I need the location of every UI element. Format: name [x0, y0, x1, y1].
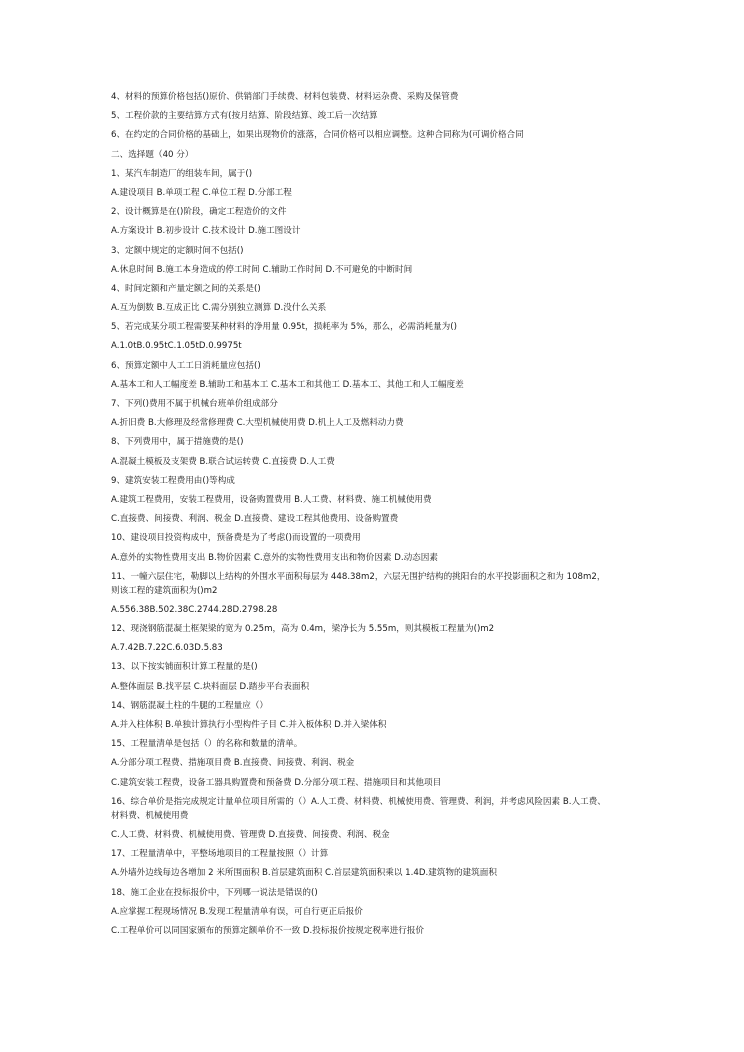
line-gap	[111, 789, 671, 797]
line-gap	[111, 468, 671, 476]
line-gap	[111, 141, 671, 149]
text-line: 16、综合单价是指完成规定计量单位项目所需的（）A.人工费、材料费、机械使用费、管理费、利润，并考虑风险因素 B.人工费、	[111, 796, 606, 807]
line-gap	[111, 161, 671, 169]
line-gap	[111, 333, 671, 341]
text-line: A.方案设计 B.初步设计 C.技术设计 D.施工图设计	[111, 226, 301, 237]
text-line: A.意外的实物性费用支出 B.物价因素 C.意外的实物性费用支出和物价因素 D.动态因素	[111, 552, 438, 563]
line-gap	[111, 879, 671, 887]
text-line: A.休息时间 B.施工本身造成的停工时间 C.辅助工作时间 D.不可避免的中断时间	[111, 264, 413, 275]
text-line: A.建筑工程费用，安装工程费用，设备购置费用 B.人工费、材料费、施工机械使用费	[111, 494, 432, 505]
line-gap	[111, 918, 671, 926]
text-line: C.工程单价可以同国家颁布的预算定额单价不一致 D.投标报价按规定税率进行报价	[111, 925, 425, 936]
line-gap	[111, 487, 671, 495]
line-gap	[111, 352, 671, 360]
text-line: 4、时间定额和产量定额之间的关系是()	[111, 283, 261, 294]
line-gap	[111, 410, 671, 418]
text-line: 8、下列费用中，属于措施费的是()	[111, 437, 244, 448]
text-line: A.混凝土模板及支架费 B.联合试运转费 C.直接费 D.人工费	[111, 456, 335, 467]
line-gap	[111, 237, 671, 245]
text-line: A.互为倒数 B.互成正比 C.需分别独立测算 D.没什么关系	[111, 303, 327, 314]
text-line: A.建设项目 B.单项工程 C.单位工程 D.分部工程	[111, 187, 292, 198]
text-line: A.外墙外边线每边各增加 2 米所围面积 B.首层建筑面积 C.首层建筑面积乘以 1.4D.建筑物的建筑面积	[111, 868, 497, 879]
text-line: 9、建筑安装工程费用由()等构成	[111, 475, 235, 486]
text-line: 则该工程的建筑面积为()m2	[111, 585, 218, 596]
text-line: C.直接费、间接费、利润、税金 D.直接费、建设工程其他费用、设备购置费	[111, 514, 399, 525]
text-line: 材料费、机械使用费	[111, 810, 189, 821]
line-gap	[111, 673, 671, 681]
text-line: A.并入柱体积 B.单独计算执行小型构件子目 C.并入板体积 D.并入梁体积	[111, 720, 387, 730]
text-line: 1、某汽车制造厂的组装车间，属于()	[111, 168, 253, 179]
line-gap	[111, 899, 671, 907]
line-gap	[111, 544, 671, 552]
text-line: 5、工程价款的主要结算方式有(按月结算、阶段结算、竣工后一次结算	[111, 111, 378, 122]
text-line: A.基本工和人工幅度差 B.辅助工和基本工 C.基本工和其他工 D.基本工、其他工和人工幅度差	[111, 379, 464, 390]
text-line: 7、下列()费用不属于机械台班单价组成部分	[111, 399, 278, 409]
line-gap	[111, 841, 671, 849]
line-gap	[111, 448, 671, 456]
line-gap	[111, 564, 671, 572]
line-gap	[111, 712, 671, 720]
line-gap	[111, 180, 671, 188]
line-gap	[111, 199, 671, 207]
text-line: 15、工程量清单是包括（）的名称和数量的清单。	[111, 739, 303, 750]
line-gap	[111, 822, 671, 830]
line-gap	[111, 506, 671, 514]
line-gap	[111, 597, 671, 605]
text-line: A.556.38B.502.38C.2744.28D.2798.28	[111, 604, 278, 615]
line-gap	[111, 391, 671, 399]
document-body	[111, 92, 671, 937]
line-gap	[111, 616, 671, 624]
text-line: 18、施工企业在投标报价中，下列哪一说法是错误的()	[111, 887, 318, 898]
text-line: 17、工程量清单中，平整场地项目的工程量按照（）计算	[111, 849, 329, 860]
text-line: A.分部分项工程费、措施项目费 B.直接费、间接费、利润、税金	[111, 758, 355, 769]
text-line: 二、选择题（40 分）	[111, 149, 194, 160]
text-line: 4、材料的预算价格包括()原价、供销部门手续费、材料包装费、材料运杂费、采购及保管费	[111, 92, 459, 102]
line-gap	[111, 635, 671, 643]
text-line: 13、以下按实铺面积计算工程量的是()	[111, 662, 258, 673]
text-line: A.7.42B.7.22C.6.03D.5.83	[111, 643, 223, 654]
line-gap	[111, 769, 671, 777]
text-line: 2、设计概算是在()阶段，确定工程造价的文件	[111, 207, 287, 218]
text-line: 11、一幢六层住宅，勒脚以上结构的外围水平面积每层为 448.38m2，六层无围护结构的挑阳台的水平投影面积之和为 108m2，	[111, 571, 606, 582]
line-gap	[111, 731, 671, 739]
text-line: 5、若完成某分项工程需要某种材料的净用量 0.95t，损耗率为 5%，那么，必需消耗量为()	[111, 322, 457, 333]
line-gap	[111, 372, 671, 380]
text-line: A.1.0tB.0.95tC.1.05tD.0.9975t	[111, 341, 242, 352]
text-line: 10、建设项目投资构成中，预备费是为了考虑()而设置的一项费用	[111, 533, 361, 544]
text-line: 14、钢筋混凝土柱的牛腿的工程量应（）	[111, 700, 269, 711]
text-line: C.人工费、材料费、机械使用费、管理费 D.直接费、间接费、利润、税金	[111, 829, 390, 840]
text-line: 6、在约定的合同价格的基础上，如果出现物价的涨落，合同价格可以相应调整。这种合同称为(可调价格合同	[111, 130, 524, 141]
text-line: A.折旧费 B.大修理及经常修理费 C.大型机械使用费 D.机上人工及燃料动力费	[111, 418, 404, 429]
text-line: 6、预算定额中人工工日消耗量应包括()	[111, 360, 261, 371]
text-line: 3、定额中规定的定额时间不包括()	[111, 245, 244, 256]
text-line: A.整体面层 B.找平层 C.块料面层 D.踏步平台表面积	[111, 681, 310, 692]
text-line: 12、现浇钢筋混凝土框架梁的宽为 0.25m，高为 0.4m，梁净长为 5.55m，则其模板工程量为()m2	[111, 624, 495, 635]
line-gap	[111, 257, 671, 265]
text-line: A.应掌握工程现场情况 B.发现工程量清单有误，可自行更正后报价	[111, 906, 363, 917]
text-line: C.建筑安装工程费，设备工器具购置费和预备费 D.分部分项工程、措施项目和其他项目	[111, 777, 442, 788]
line-gap	[111, 693, 671, 701]
line-gap	[111, 295, 671, 303]
line-gap	[111, 103, 671, 111]
line-gap	[111, 276, 671, 284]
